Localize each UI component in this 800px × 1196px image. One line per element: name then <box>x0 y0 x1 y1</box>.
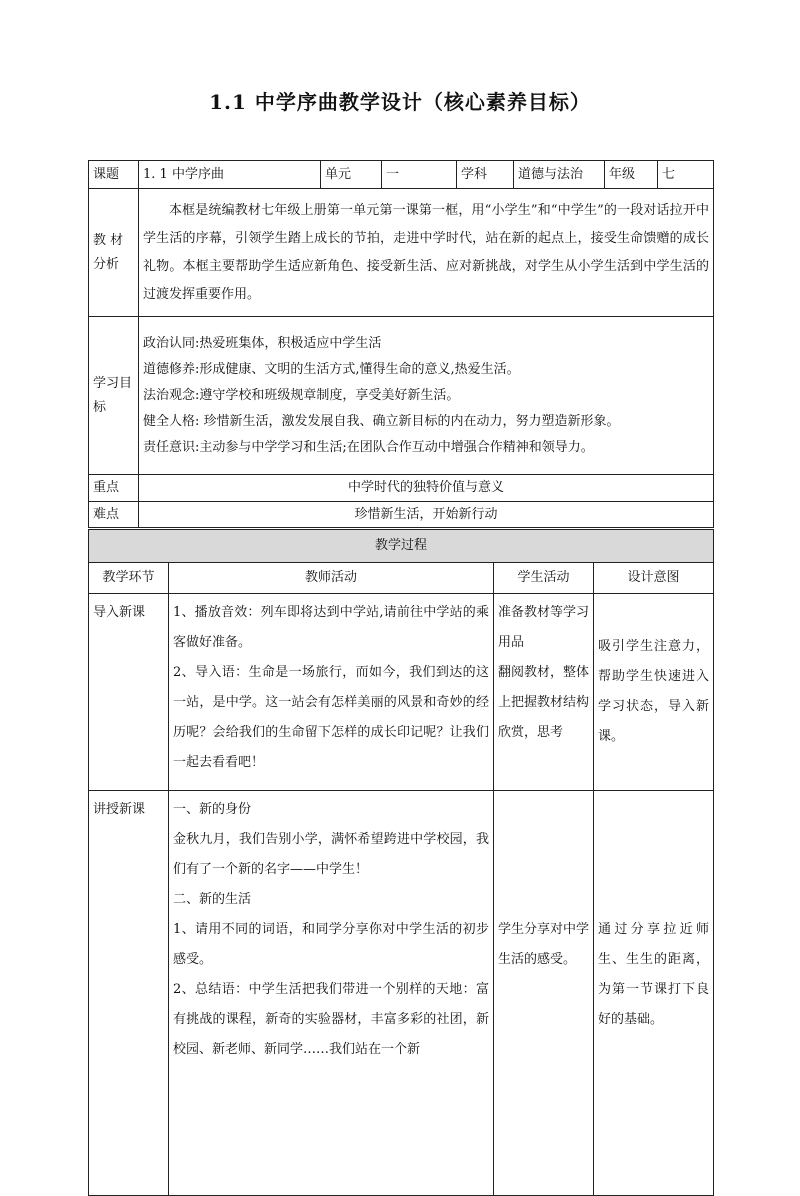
col-header-student: 学生活动 <box>494 563 594 594</box>
topic-value: 1. 1 中学序曲 <box>139 161 321 189</box>
teacher-activity-cell <box>169 791 494 1196</box>
process-row-new-lesson <box>89 791 714 1196</box>
unit-label: 单元 <box>321 161 382 189</box>
col-header-intent: 设计意图 <box>594 563 714 594</box>
design-intent-cell <box>594 594 714 791</box>
goal-item: 健全人格: 珍惜新生活，激发发展自我、确立新目标的内在动力，努力塑造新形象。 <box>143 413 620 429</box>
teacher-activity-line: 1、请用不同的词语，和同学分享你对中学生活的初步感受。 <box>173 922 489 967</box>
course-info-table <box>88 160 714 528</box>
analysis-row <box>89 189 714 317</box>
process-row-intro <box>89 594 714 791</box>
stage-name: 导入新课 <box>93 605 146 620</box>
difficulty-label: 难点 <box>89 502 139 528</box>
teacher-activity-line: 金秋九月，我们告别小学，满怀希望跨进中学校园，我们有了一个新的名字——中学生！ <box>173 832 489 877</box>
teaching-process-table <box>88 529 714 1196</box>
stage-cell <box>89 594 169 791</box>
subject-label: 学科 <box>457 161 514 189</box>
design-intent-cell <box>594 791 714 1196</box>
teacher-activity-cell <box>169 594 494 791</box>
goals-row <box>89 317 714 475</box>
goal-item: 责任意识:主动参与中学学习和生活;在团队合作互动中增强合作精神和领导力。 <box>143 439 594 455</box>
analysis-label: 教 材分析 <box>89 189 139 317</box>
difficulty-row <box>89 502 714 528</box>
subject-value: 道德与法治 <box>514 161 605 189</box>
process-banner-row <box>89 530 714 563</box>
unit-value: 一 <box>382 161 457 189</box>
goals-list <box>139 317 714 475</box>
goal-item: 政治认同:热爱班集体，积极适应中学生活 <box>143 335 382 351</box>
goals-label: 学习目标 <box>89 317 139 475</box>
stage-name: 讲授新课 <box>93 802 146 817</box>
teacher-activity-line: 二、新的生活 <box>173 892 252 907</box>
student-activity-cell <box>494 594 594 791</box>
grade-value: 七 <box>658 161 714 189</box>
difficulty-text: 珍惜新生活，开始新行动 <box>139 502 714 528</box>
header-row <box>89 161 714 189</box>
process-banner: 教学过程 <box>89 530 714 563</box>
teacher-activity-line: 2、总结语：中学生活把我们带进一个别样的天地：富有挑战的课程，新奇的实验器材，丰富多彩的社团，新校园、新老师、新同学……我们站在一个新 <box>173 982 489 1057</box>
teacher-activity-line: 一、新的身份 <box>173 802 252 817</box>
col-header-teacher: 教师活动 <box>169 563 494 594</box>
teacher-activity-text: 1、播放音效：列车即将达到中学站,请前往中学站的乘客做好准备。 2、导入语：生命是一场旅行，而如今，我们到达的这一站，是中学。这一站会有怎样美丽的风景和奇妙的经历呢？会给我们的生命留下怎样的成长印记呢？让我们一起去看看吧！ <box>173 605 489 770</box>
student-activity-text: 学生分享对中学生活的感受。 <box>498 922 590 967</box>
grade-label: 年级 <box>605 161 658 189</box>
topic-label: 课题 <box>89 161 139 189</box>
key-point-label: 重点 <box>89 475 139 502</box>
process-header-row <box>89 563 714 594</box>
key-point-text: 中学时代的独特价值与意义 <box>139 475 714 502</box>
student-activity-cell <box>494 791 594 1196</box>
stage-cell <box>89 791 169 1196</box>
goal-item: 道德修养:形成健康、文明的生活方式,懂得生命的意义,热爱生活。 <box>143 361 520 377</box>
design-intent-text: 通过分享拉近师生、生生的距离，为第一节课打下良好的基础。 <box>598 922 710 1027</box>
document-title: 1.1 中学序曲教学设计（核心素养目标） <box>209 90 591 114</box>
key-point-row <box>89 475 714 502</box>
col-header-stage: 教学环节 <box>89 563 169 594</box>
goal-item: 法治观念:遵守学校和班级规章制度，享受美好新生活。 <box>143 387 460 403</box>
student-activity-text: 准备教材等学习用品 翻阅教材，整体上把握教材结构 欣赏，思考 <box>498 605 590 740</box>
analysis-text: 本框是统编教材七年级上册第一单元第一课第一框，用“小学生”和“中学生”的一段对话拉开中学生活的序幕，引领学生踏上成长的节拍，走进中学时代，站在新的起点上，接受生命馈赠的成长礼物。本框主要帮助学生适应新角色、接受新生活、应对新挑战，对学生从小学生活到中学生活的过渡发挥重要作用。 <box>139 189 714 317</box>
design-intent-text: 吸引学生注意力，帮助学生快速进入学习状态，导入新课。 <box>598 639 710 744</box>
